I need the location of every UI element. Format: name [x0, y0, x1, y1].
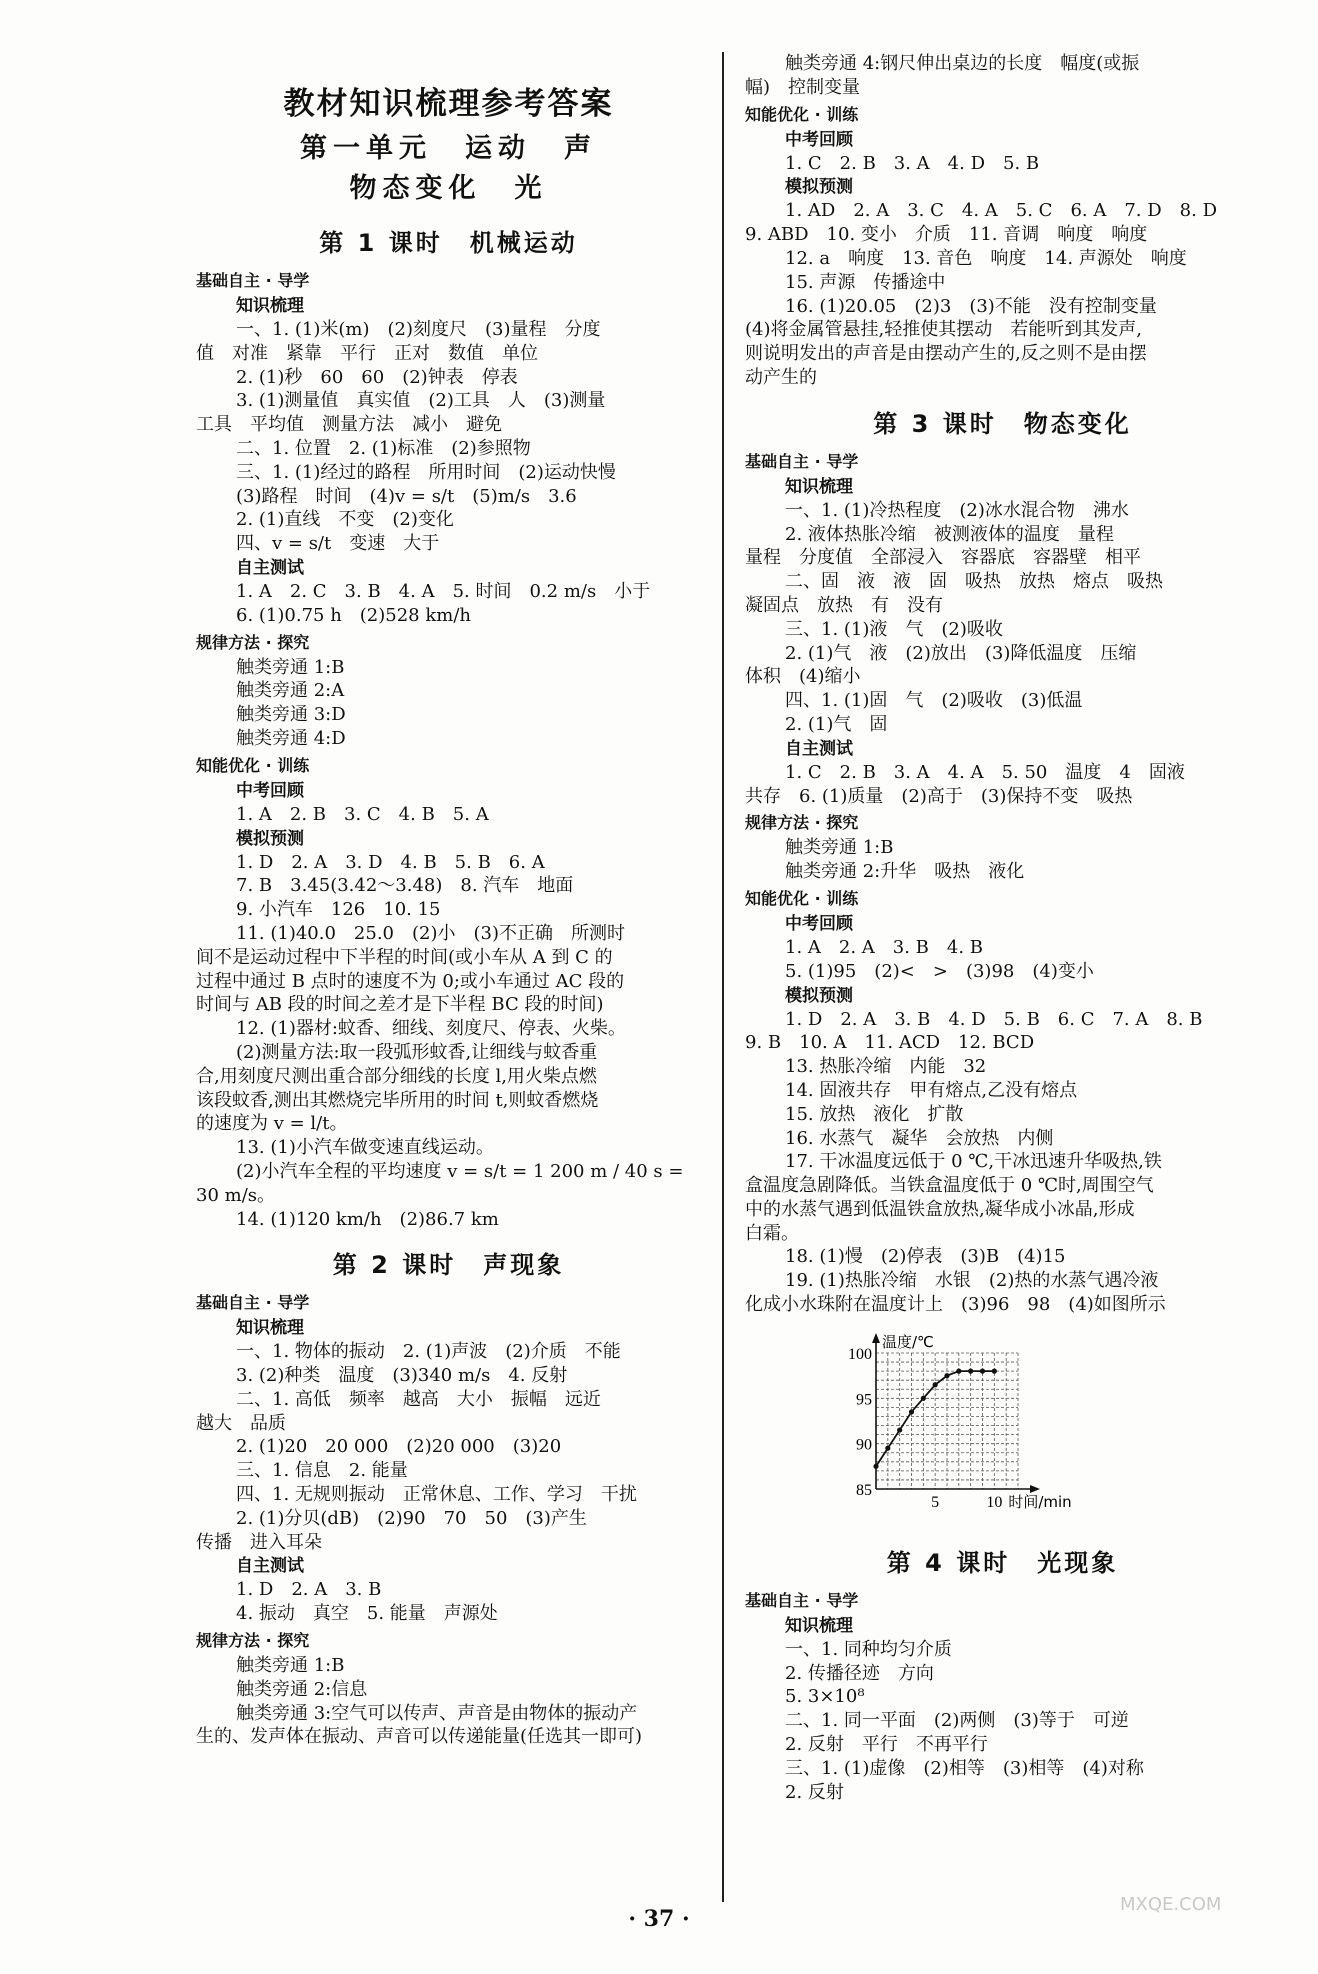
x-tick-label: 5 [931, 1493, 940, 1511]
answer-line: 9. ABD 10. 变小 介质 11. 音调 响度 响度 [745, 224, 1148, 246]
answer-line: 3. (2)种类 温度 (3)340 m/s 4. 反射 [236, 1365, 568, 1387]
data-point [956, 1368, 961, 1373]
answer-line: 二、1. 同一平面 (2)两侧 (3)等于 可逆 [785, 1710, 1129, 1732]
answer-line: 2. (1)20 20 000 (2)20 000 (3)20 [236, 1436, 562, 1458]
answer-line: 三、1. (1)经过的路程 所用时间 (2)运动快慢 [236, 461, 616, 483]
answer-line: 2. (1)气 固 [785, 713, 888, 735]
answer-line: 凝固点 放热 有 没有 [745, 594, 943, 616]
y-axis-label: 温度/℃ [882, 1332, 934, 1351]
answer-line: 动产生的 [745, 366, 817, 388]
section-heading: 规律方法 · 探究 [196, 1631, 310, 1651]
answer-line: 3. (1)测量值 真实值 (2)工具 人 (3)测量 [236, 390, 606, 412]
answer-line: 5. 3×10⁸ [785, 1686, 865, 1708]
section-heading: 知能优化 · 训练 [196, 755, 310, 775]
data-point [921, 1396, 926, 1401]
answer-line: 13. (1)小汽车做变速直线运动。 [236, 1137, 494, 1159]
answer-line: 1. A 2. A 3. B 4. B [785, 936, 984, 958]
subsection-heading: 中考回顾 [785, 129, 853, 150]
subsection-heading: 知识梳理 [785, 1615, 853, 1636]
answer-line: 19. (1)热胀冷缩 水银 (2)热的水蒸气遇冷液 [785, 1270, 1159, 1292]
data-point [885, 1445, 890, 1450]
answer-line: 该段蚊香,测出其燃烧完毕所用的时间 t,则蚊香燃烧 [196, 1089, 599, 1111]
subsection-heading: 自主测试 [236, 1556, 304, 1577]
data-point [873, 1464, 878, 1469]
answer-line: 触类旁通 3:D [236, 704, 346, 726]
answer-line: 三、1. (1)液 气 (2)吸收 [785, 618, 1003, 640]
answer-line: 时间与 AB 段的时间之差才是下半程 BC 段的时间) [196, 994, 604, 1016]
answer-line: 2. 反射 [785, 1781, 844, 1803]
lesson-heading: 第 2 课时 声现象 [332, 1251, 565, 1280]
answer-line: 16. (1)20.05 (2)3 (3)不能 没有控制变量 [785, 295, 1157, 317]
answer-line: 一、1. (1)米(m) (2)刻度尺 (3)量程 分度 [236, 319, 601, 340]
section-heading: 规律方法 · 探究 [745, 813, 859, 833]
answer-line: 共存 6. (1)质量 (2)高于 (3)保持不变 吸热 [745, 785, 1133, 807]
answer-line: 9. B 10. A 11. ACD 12. BCD [745, 1032, 1035, 1054]
y-tick-label: 85 [856, 1481, 872, 1499]
x-tick-label: 10 [986, 1493, 1003, 1511]
answer-line: 1. A 2. C 3. B 4. A 5. 时间 0.2 m/s 小于 [236, 580, 651, 602]
answer-line: 2. (1)直线 不变 (2)变化 [236, 509, 454, 531]
answer-line: 触类旁通 1:B [236, 1655, 345, 1677]
lesson-heading: 第 3 课时 物态变化 [873, 409, 1132, 438]
answer-line: 15. 声源 传播途中 [785, 271, 946, 293]
answer-line: 2. 反射 平行 不再平行 [785, 1734, 988, 1756]
answer-line: 14. (1)120 km/h (2)86.7 km [236, 1208, 499, 1230]
answer-line: 间不是运动过程中下半程的时间(或小车从 A 到 C 的 [196, 946, 613, 968]
answer-line: 触类旁通 1:B [236, 656, 345, 678]
subsection-heading: 自主测试 [236, 557, 304, 578]
answer-line: 2. (1)气 液 (2)放出 (3)降低温度 压缩 [785, 642, 1137, 664]
answer-line: 化成小水珠附在温度计上 (3)96 98 (4)如图所示 [745, 1294, 1166, 1316]
section-heading: 基础自主 · 导学 [196, 271, 310, 290]
answer-line: 工具 平均值 测量方法 减小 避免 [196, 414, 502, 436]
answer-line: 触类旁通 2:升华 吸热 液化 [785, 861, 1025, 883]
answer-line: 传播 进入耳朵 [196, 1531, 322, 1553]
answer-line: 2. (1)秒 60 60 (2)钟表 停表 [236, 366, 518, 388]
section-heading: 知能优化 · 训练 [745, 104, 859, 124]
answer-line: 2. 传播径迹 方向 [785, 1662, 934, 1684]
answer-line: 6. (1)0.75 h (2)528 km/h [236, 604, 471, 626]
answer-line: 7. B 3.45(3.42～3.48) 8. 汽车 地面 [236, 875, 574, 897]
subsection-heading: 模拟预测 [785, 985, 853, 1006]
unit-title-line-1: 第一单元 运动 声 [300, 133, 597, 164]
watermark-text: MXQE.COM [1120, 1894, 1222, 1915]
answer-line: 中的水蒸气遇到低温铁盒放热,凝华成小冰晶,形成 [745, 1198, 1135, 1220]
answer-line: 一、1. (1)冷热程度 (2)冰水混合物 沸水 [785, 499, 1129, 521]
column-divider [722, 52, 724, 1902]
subsection-heading: 自主测试 [785, 738, 853, 759]
answer-line: 白霜。 [745, 1222, 799, 1244]
answer-line: 触类旁通 1:B [785, 837, 894, 859]
answer-line: 11. (1)40.0 25.0 (2)小 (3)不正确 所测时 [236, 922, 625, 944]
subsection-heading: 中考回顾 [785, 913, 853, 934]
answer-line: 生的、发声体在振动、声音可以传递能量(任选其一即可) [196, 1726, 643, 1748]
answer-line: 的速度为 v = l/t。 [196, 1113, 348, 1135]
page-title: 教材知识梳理参考答案 [283, 86, 614, 122]
answer-line: 1. A 2. B 3. C 4. B 5. A [236, 803, 489, 825]
answer-line: 1. D 2. A 3. B 4. D 5. B 6. C 7. A 8. B [785, 1008, 1203, 1030]
answer-line: 体积 (4)缩小 [745, 666, 861, 688]
data-point [968, 1368, 973, 1373]
chart-svg [840, 1325, 1130, 1525]
section-heading: 基础自主 · 导学 [196, 1293, 310, 1313]
answer-line: 则说明发出的声音是由摆动产生的,反之则不是由摆 [745, 343, 1147, 365]
answer-line: 16. 水蒸气 凝华 会放热 内侧 [785, 1127, 1054, 1149]
subsection-heading: 模拟预测 [236, 828, 304, 849]
answer-line: 1. C 2. B 3. A 4. D 5. B [785, 152, 1040, 174]
answer-line: 9. 小汽车 126 10. 15 [236, 899, 441, 921]
section-heading: 基础自主 · 导学 [745, 1590, 859, 1610]
answer-line: 触类旁通 4:钢尺伸出桌边的长度 幅度(或振 [785, 53, 1140, 74]
answer-line: (3)路程 时间 (4)v = s/t (5)m/s 3.6 [236, 485, 577, 507]
answer-line: 一、1. 物体的振动 2. (1)声波 (2)介质 不能 [236, 1341, 621, 1363]
x-axis-label: 时间/min [1008, 1492, 1072, 1511]
data-point [944, 1373, 949, 1378]
lesson-heading: 第 1 课时 机械运动 [319, 229, 578, 257]
answer-line: 盒温度急剧降低。当铁盒温度低于 0 ℃时,周围空气 [745, 1175, 1154, 1197]
answer-line: 触类旁通 2:信息 [236, 1678, 368, 1700]
answer-line: 14. 固液共存 甲有熔点,乙没有熔点 [785, 1079, 1078, 1101]
answer-line: (2)小汽车全程的平均速度 v = s/t = 1 200 m / 40 s = [236, 1160, 684, 1182]
answer-line: 四、1. (1)固 气 (2)吸收 (3)低温 [785, 690, 1083, 712]
answer-line: 5. (1)95 (2)< > (3)98 (4)变小 [785, 960, 1094, 982]
answer-line: (2)测量方法:取一段弧形蚊香,让细线与蚊香重 [236, 1041, 598, 1063]
answer-line: 1. C 2. B 3. A 4. A 5. 50 温度 4 固液 [785, 761, 1185, 783]
answer-line: 1. D 2. A 3. B [236, 1579, 382, 1601]
answer-line: 30 m/s。 [196, 1184, 275, 1206]
answer-line: 一、1. 同种均匀介质 [785, 1638, 952, 1660]
answer-line: 值 对准 紧靠 平行 正对 数值 单位 [196, 342, 538, 364]
answer-line: 二、固 液 液 固 吸热 放热 熔点 吸热 [785, 571, 1163, 593]
subsection-heading: 知识梳理 [785, 476, 853, 497]
answer-line: 越大 品质 [196, 1412, 286, 1434]
answer-line: 二、1. 位置 2. (1)标准 (2)参照物 [236, 437, 531, 459]
answer-line: 12. (1)器材:蚊香、细线、刻度尺、停表、火柴。 [236, 1018, 626, 1040]
answer-line: 17. 干冰温度远低于 0 ℃,干冰迅速升华吸热,铁 [785, 1151, 1162, 1173]
section-heading: 基础自主 · 导学 [745, 451, 859, 471]
y-tick-label: 95 [856, 1391, 872, 1409]
answer-line: 18. (1)慢 (2)停表 (3)B (4)15 [785, 1246, 1066, 1268]
answer-line: 12. a 响度 13. 音色 响度 14. 声源处 响度 [785, 247, 1187, 269]
subsection-heading: 知识梳理 [236, 1318, 304, 1339]
lesson-heading: 第 4 课时 光现象 [886, 1548, 1119, 1577]
answer-line: 量程 分度值 全部浸入 容器底 容器壁 相平 [745, 547, 1141, 569]
answer-line: 幅) 控制变量 [745, 76, 861, 98]
answer-line: 4. 振动 真空 5. 能量 声源处 [236, 1603, 498, 1625]
answer-line: 15. 放热 液化 扩散 [785, 1103, 964, 1125]
answer-line: 二、1. 高低 频率 越高 大小 振幅 远近 [236, 1388, 601, 1410]
temperature-time-chart [840, 1325, 1260, 1529]
section-heading: 知能优化 · 训练 [745, 888, 859, 908]
subsection-heading: 中考回顾 [236, 780, 304, 801]
y-tick-label: 100 [848, 1345, 872, 1363]
section-heading: 规律方法 · 探究 [196, 632, 310, 652]
left-column [196, 52, 701, 1749]
answer-line: 触类旁通 2:A [236, 680, 345, 702]
subsection-heading: 模拟预测 [785, 177, 853, 198]
answer-line: 四、v = s/t 变速 大于 [236, 533, 440, 555]
answer-line: (4)将金属管悬挂,轻推使其摆动 若能听到其发声, [745, 319, 1142, 341]
answer-line: 三、1. 信息 2. 能量 [236, 1460, 408, 1482]
answer-line: 1. AD 2. A 3. C 4. A 5. C 6. A 7. D 8. D [785, 200, 1217, 222]
answer-line: 合,用刻度尺测出重合部分细线的长度 l,用火柴点燃 [196, 1065, 597, 1087]
data-point [933, 1382, 938, 1387]
answer-line: 1. D 2. A 3. D 4. B 5. B 6. A [236, 851, 545, 873]
answer-line: 三、1. (1)虚像 (2)相等 (3)相等 (4)对称 [785, 1757, 1144, 1779]
unit-title-line-2: 物态变化 光 [349, 173, 548, 204]
answer-line: 触类旁通 4:D [236, 727, 346, 749]
subsection-heading: 知识梳理 [236, 296, 304, 316]
answer-line: 13. 热胀冷缩 内能 32 [785, 1056, 987, 1078]
x-axis-arrow [1030, 1485, 1040, 1493]
answer-line: 过程中通过 B 点时的速度不为 0;或小车通过 AC 段的 [196, 970, 625, 992]
answer-line: 四、1. 无规则振动 正常休息、工作、学习 干扰 [236, 1484, 637, 1506]
right-column [745, 52, 1260, 1804]
y-tick-label: 90 [856, 1436, 872, 1454]
answer-line: 触类旁通 3:空气可以传声、声音是由物体的振动产 [236, 1702, 638, 1724]
data-point [980, 1368, 985, 1373]
y-axis-arrow [872, 1333, 880, 1343]
data-point [897, 1427, 902, 1432]
data-point [992, 1368, 997, 1373]
data-point [909, 1409, 914, 1414]
answer-line: 2. 液体热胀冷缩 被测液体的温度 量程 [785, 523, 1114, 545]
page-number: · 37 · [628, 1906, 690, 1932]
answer-line: 2. (1)分贝(dB) (2)90 70 50 (3)产生 [236, 1507, 587, 1529]
